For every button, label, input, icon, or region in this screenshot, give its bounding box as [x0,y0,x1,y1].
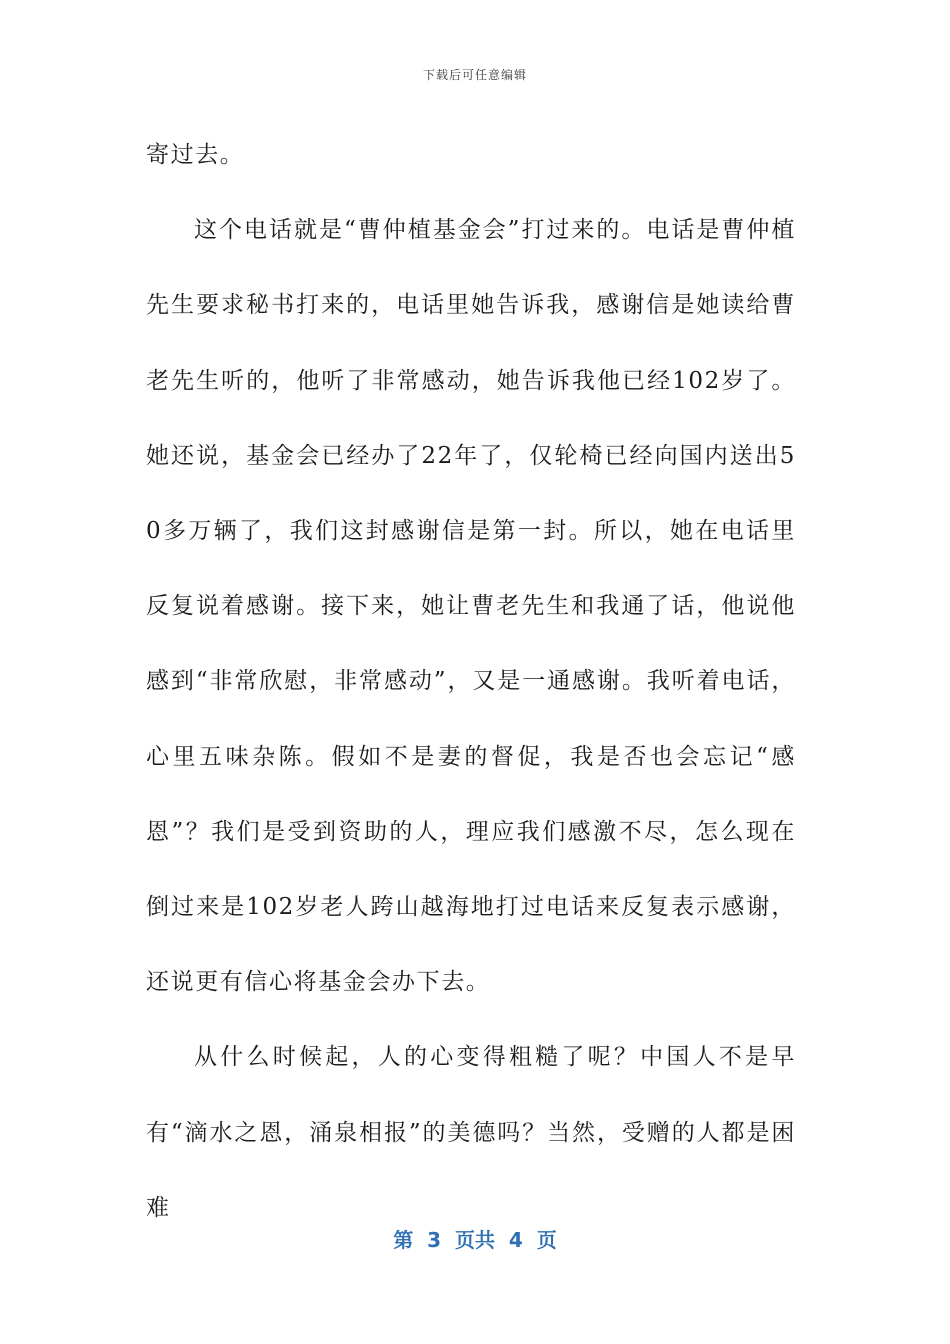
paragraph-1: 寄过去。 [146,142,245,168]
paragraph-2: 这个电话就是“曹仲植基金会”打过来的。电话是曹仲植先生要求秘书打来的，电话里她告诉我，感谢信是她读给曹老先生听的，他听了非常感动，她告诉我他已经102岁了。她还说，基金会已经办了22年了，仅轮椅已经向国内送出50多万辆了，我们这封感谢信是第一封。所以，她在电话里反复说着感谢。接下来，她让曹老先生和我通了话，他说他感到“非常欣慰，非常感动”，又是一通感谢。我听着电话，心里五味杂陈。假如不是妻的督促，我是否也会忘记“感恩”？我们是受到资助的人，理应我们感激不尽，怎么现在倒过来是102岁老人跨山越海地打过电话来反复表示感谢，还说更有信心将基金会办下去。 [146,217,796,996]
page-number-footer: 第 3 页共 4 页 [393,1228,557,1252]
paragraph-3: 从什么时候起，人的心变得粗糙了呢？中国人不是早有“滴水之恩，涌泉相报”的美德吗？当然，受赠的人都是困难 [146,1044,796,1221]
page-header: 下载后可任意编辑 [422,68,527,82]
document-body [146,118,796,1246]
